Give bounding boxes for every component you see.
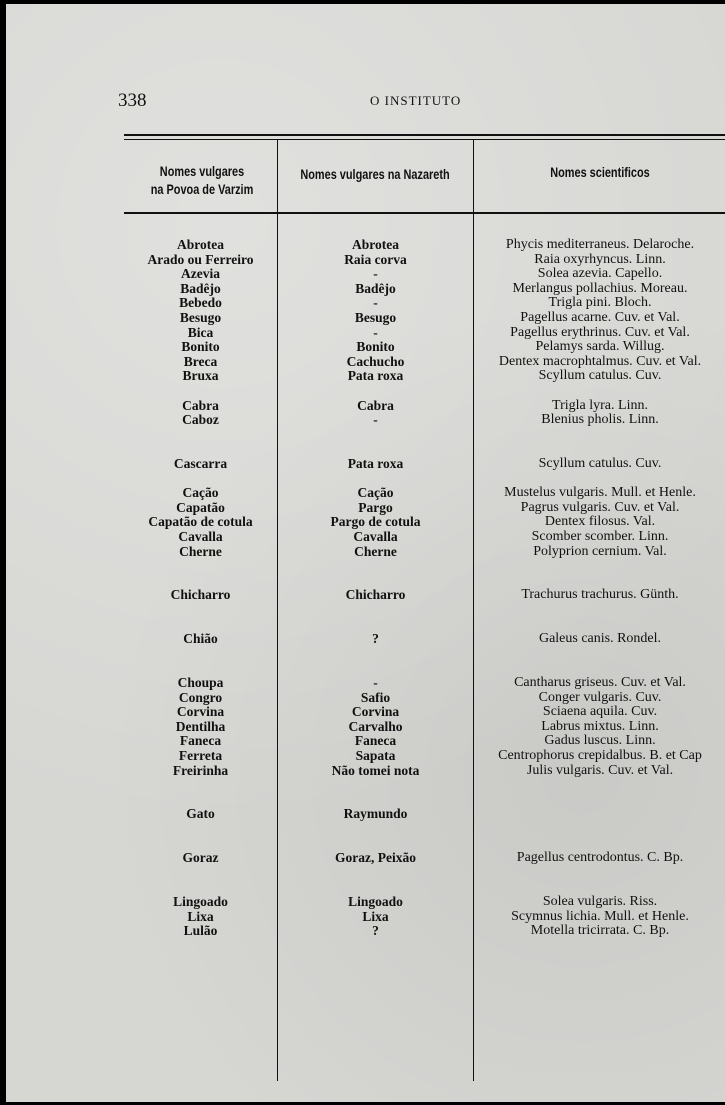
- table-top-rule: [124, 134, 725, 136]
- nazareth-name: Badêjo: [355, 280, 396, 296]
- povoa-name: Corvina: [176, 704, 225, 720]
- scientific-name: Motella tricirrata. C. Bp.: [530, 923, 670, 939]
- nazareth-name: Cavalla: [353, 529, 398, 544]
- povoa-name: Lulão: [183, 923, 218, 939]
- header-bottom-rule: [124, 212, 725, 214]
- nazareth-name: Abrotea: [352, 237, 399, 252]
- povoa-name: Besugo: [179, 310, 222, 325]
- povoa-name: Arado ou Ferreiro: [147, 251, 254, 267]
- povoa-name: Capatão de cotula: [148, 514, 253, 530]
- scientific-name: Gadus luscus. Linn.: [544, 733, 656, 749]
- povoa-name: Cherne: [179, 543, 222, 559]
- scientific-name: Julis vulgaris. Cuv. et Val.: [526, 762, 674, 778]
- povoa-name: Freirinha: [172, 762, 229, 778]
- povoa-name: Bebedo: [179, 295, 222, 311]
- scientific-name: Galeus canis. Rondel.: [538, 631, 662, 647]
- nazareth-name: Lixa: [362, 908, 389, 924]
- scientific-name: Centrophorus crepidalbus. B. et Cap: [498, 748, 702, 763]
- povoa-name: Capatão: [176, 499, 225, 515]
- povoa-name: Azevia: [181, 266, 220, 282]
- scientific-name: Blenius pholis. Linn.: [541, 412, 659, 428]
- nazareth-name: Pargo: [358, 499, 393, 515]
- nazareth-name: Chicharro: [345, 587, 406, 603]
- scientific-name: Cantharus griseus. Cuv. et Val.: [514, 675, 686, 690]
- nazareth-name: Goraz, Peixão: [335, 850, 416, 866]
- scientific-name: Mustelus vulgaris. Mull. et Henle.: [504, 485, 696, 501]
- scientific-name: Pagellus centrodontus. C. Bp.: [516, 850, 684, 866]
- scientific-name: Sciaena aquila. Cuv.: [542, 704, 658, 720]
- scientific-name: Scyllum catulus. Cuv.: [538, 368, 662, 384]
- scientific-name: Pelamys sarda. Willug.: [535, 339, 665, 355]
- povoa-name: Chicharro: [170, 587, 231, 603]
- nazareth-name: Pata roxa: [347, 368, 404, 384]
- povoa-name: Faneca: [179, 733, 222, 749]
- nazareth-name: -: [373, 266, 378, 282]
- scientific-name: Trigla pini. Bloch.: [548, 295, 652, 311]
- nazareth-name: Raia corva: [344, 251, 407, 267]
- column-header-nazareth: Nomes vulgares na Nazareth: [300, 166, 450, 182]
- nazareth-name: Pata roxa: [347, 456, 404, 471]
- nazareth-name: Lingoado: [348, 894, 403, 909]
- column-header-scientific: Nomes scientificos: [550, 164, 650, 180]
- povoa-name: Goraz: [182, 850, 219, 866]
- povoa-name: Badêjo: [180, 280, 221, 296]
- nazareth-name: Não tomei nota: [331, 762, 420, 778]
- nazareth-name: -: [373, 412, 378, 428]
- nazareth-name: Cherne: [354, 543, 397, 559]
- nazareth-name: Cação: [357, 485, 394, 501]
- povoa-name: Cavalla: [178, 529, 223, 544]
- scientific-name: Labrus mixtus. Linn.: [541, 718, 659, 734]
- povoa-name: Cação: [182, 485, 219, 501]
- povoa-name: Breca: [183, 353, 218, 369]
- nazareth-name: -: [373, 675, 378, 690]
- scientific-name: Merlangus pollachius. Moreau.: [512, 280, 688, 296]
- nazareth-name: Sapata: [355, 748, 396, 763]
- nazareth-name: Carvalho: [348, 718, 403, 734]
- scientific-name: Pagellus erythrinus. Cuv. et Val.: [510, 324, 690, 340]
- povoa-name: Lixa: [187, 908, 214, 924]
- povoa-name: Bruxa: [182, 368, 219, 384]
- scientific-name: Scomber scomber. Linn.: [531, 529, 669, 544]
- nazareth-name: Faneca: [354, 733, 397, 749]
- nazareth-name: -: [373, 324, 378, 340]
- table-top-rule-thin: [124, 139, 725, 140]
- nazareth-name: -: [373, 295, 378, 311]
- scientific-name: Dentex macrophtalmus. Cuv. et Val.: [498, 353, 702, 369]
- povoa-name: Bica: [187, 324, 214, 340]
- nazareth-name: ?: [372, 631, 379, 647]
- scientific-name: Dentex filosus. Val.: [544, 514, 656, 530]
- povoa-name: Gato: [186, 806, 215, 822]
- povoa-name: Caboz: [182, 412, 219, 428]
- nazareth-name: Pargo de cotula: [330, 514, 421, 530]
- scientific-name: Trachurus trachurus. Günth.: [521, 587, 679, 603]
- povoa-name: Abrotea: [177, 237, 224, 252]
- nazareth-name: Besugo: [354, 310, 397, 325]
- scientific-name: Pagellus acarne. Cuv. et Val.: [520, 310, 680, 325]
- povoa-name: Ferreta: [178, 748, 223, 763]
- nazareth-name: Safio: [360, 689, 391, 705]
- scientific-name: Scyllum catulus. Cuv.: [538, 456, 662, 471]
- nazareth-name: ?: [372, 923, 379, 939]
- nazareth-name: Corvina: [351, 704, 400, 720]
- nazareth-name: Raymundo: [343, 806, 408, 822]
- nazareth-name: Cabra: [357, 397, 394, 413]
- running-head: [0, 90, 725, 110]
- scientific-name: Pagrus vulgaris. Cuv. et Val.: [520, 499, 680, 515]
- scientific-name: Phycis mediterraneus. Delaroche.: [505, 237, 695, 252]
- povoa-name: Congro: [178, 689, 223, 705]
- povoa-name: Cabra: [182, 397, 219, 413]
- povoa-name: Bonito: [181, 339, 220, 355]
- journal-title: O INSTITUTO: [370, 93, 462, 108]
- povoa-name: Dentilha: [175, 718, 226, 734]
- nazareth-name: Bonito: [356, 339, 395, 355]
- povoa-name: Chião: [183, 631, 218, 647]
- scientific-name: Solea vulgaris. Riss.: [542, 894, 658, 909]
- scientific-name: Trigla lyra. Linn.: [552, 397, 648, 413]
- scientific-name: Scymnus lichia. Mull. et Henle.: [511, 908, 689, 924]
- scientific-name: Solea azevia. Capello.: [537, 266, 663, 282]
- column-header-povoa: Nomes vulgares na Povoa de Varzim: [150, 163, 254, 197]
- scientific-name: Conger vulgaris. Cuv.: [538, 689, 662, 705]
- povoa-name: Choupa: [177, 675, 224, 690]
- scientific-name: Raia oxyrhyncus. Linn.: [534, 251, 666, 267]
- povoa-name: Cascarra: [173, 456, 228, 471]
- nazareth-name: Cachucho: [346, 353, 405, 369]
- page-number: 338: [118, 90, 147, 111]
- scientific-name: Polyprion cernium. Val.: [533, 543, 667, 559]
- povoa-name: Lingoado: [173, 894, 228, 909]
